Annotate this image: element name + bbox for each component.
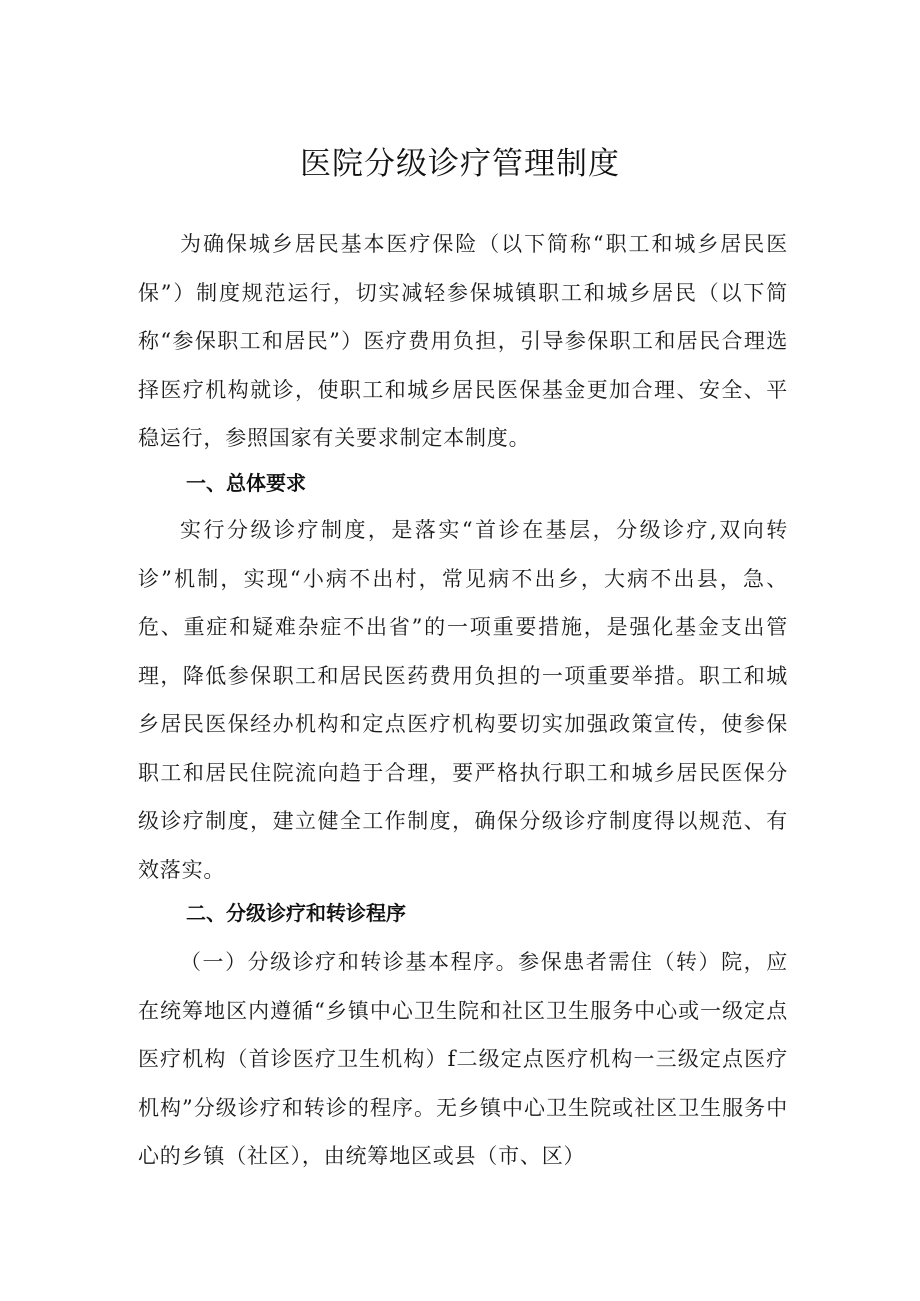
general-requirements-paragraph: 实行分级诊疗制度，是落实“首诊在基层，分级诊疗,双向转诊”机制，实现“小病不出村，常见病不出乡，大病不出县，急、危、重症和疑难杂症不出省”的一项重要措施，是强化基金支出管理，降低参保职工和居民医药费用负担的一项重要举措。职工和城乡居民医保经办机构和定点医疗机构要切实加强政策宣传，使参保职工和居民住院流向趋于合理，要严格执行职工和城乡居民医保分级诊疗制度，建立健全工作制度，确保分级诊疗制度得以规范、有效落实。	[138, 518, 788, 882]
section-heading-general-requirements: 一、总体要求	[186, 471, 306, 495]
intro-paragraph: 为确保城乡居民基本医疗保险（以下简称“职工和城乡居民医保”）制度规范运行，切实减轻参保城镇职工和城乡居民（以下简称“参保职工和居民”）医疗费用负担，引导参保职工和居民合理选择医疗机构就诊，使职工和城乡居民医保基金更加合理、安全、平稳运行，参照国家有关要求制定本制度。	[138, 232, 788, 450]
section-heading-referral-procedure: 二、分级诊疗和转诊程序	[186, 901, 406, 925]
referral-procedure-paragraph: （一）分级诊疗和转诊基本程序。参保患者需住（转）院，应在统筹地区内遵循“乡镇中心卫生院和社区卫生服务中心或一级定点医疗机构（首诊医疗卫生机构）f二级定点医疗机构一三级定点医疗机构”分级诊疗和转诊的程序。无乡镇中心卫生院或社区卫生服务中心的乡镇（社区），由统筹地区或县（市、区）	[138, 950, 788, 1168]
document-title: 医院分级诊疗管理制度	[300, 146, 620, 182]
